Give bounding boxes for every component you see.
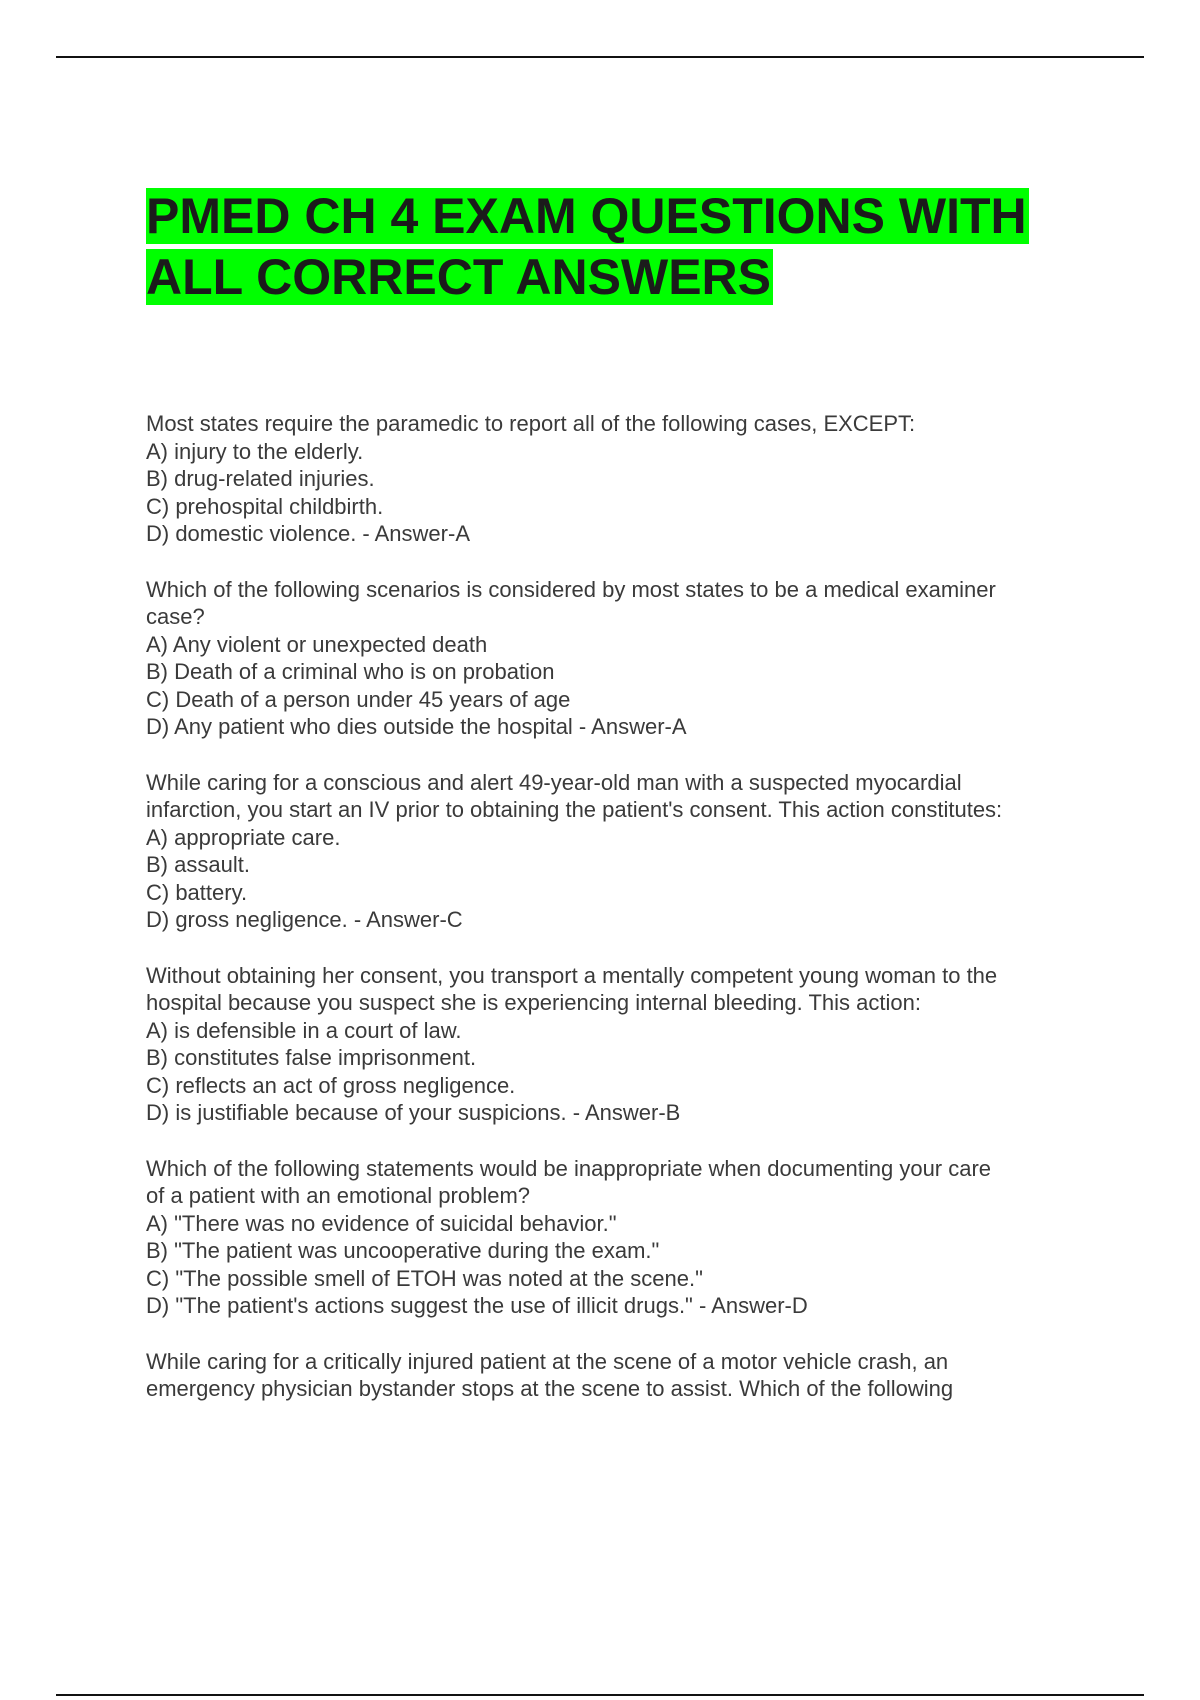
question-block <box>146 962 1096 1127</box>
option-c: C) reflects an act of gross negligence. <box>146 1072 516 1098</box>
option-d-answer: D) is justifiable because of your suspicions. - Answer-B <box>146 1100 681 1125</box>
option-a: A) injury to the elderly. <box>146 438 364 464</box>
question-text: Which of the following scenarios is considered by most states to be a medical examiner <box>146 576 996 602</box>
title-line-1: PMED CH 4 EXAM QUESTIONS WITH <box>146 188 1027 244</box>
question-text: Which of the following statements would be inappropriate when documenting your care <box>146 1155 992 1181</box>
option-a: A) is defensible in a court of law. <box>146 1017 462 1043</box>
option-c: C) "The possible smell of ETOH was noted at the scene." <box>146 1265 703 1291</box>
option-d-answer: D) Any patient who dies outside the hospital - Answer-A <box>146 714 687 739</box>
option-d-answer: D) "The patient's actions suggest the use of illicit drugs." - Answer-D <box>146 1293 808 1318</box>
question-text: Most states require the paramedic to report all of the following cases, EXCEPT: <box>146 411 916 436</box>
question-block <box>146 410 1096 548</box>
question-text: of a patient with an emotional problem? <box>146 1183 531 1208</box>
question-block <box>146 576 1096 741</box>
option-b: B) "The patient was uncooperative during the exam." <box>146 1238 660 1263</box>
option-a: A) "There was no evidence of suicidal behavior." <box>146 1210 617 1236</box>
question-text: infarction, you start an IV prior to obtaining the patient's consent. This action constitutes: <box>146 797 1003 822</box>
question-text: hospital because you suspect she is experiencing internal bleeding. This action: <box>146 990 921 1015</box>
question-list <box>146 410 1096 1431</box>
option-c: C) battery. <box>146 879 248 905</box>
top-rule <box>56 56 1144 58</box>
title-line-2: ALL CORRECT ANSWERS <box>146 249 771 305</box>
option-b: B) Death of a criminal who is on probation <box>146 659 555 684</box>
bottom-rule <box>56 1694 1144 1696</box>
option-b: B) drug-related injuries. <box>146 466 375 491</box>
option-a: A) appropriate care. <box>146 824 341 850</box>
option-b: B) assault. <box>146 852 250 877</box>
option-a: A) Any violent or unexpected death <box>146 631 488 657</box>
question-block <box>146 1348 1096 1403</box>
option-d-answer: D) gross negligence. - Answer-C <box>146 907 463 932</box>
question-block <box>146 769 1096 934</box>
question-text: While caring for a conscious and alert 49-year-old man with a suspected myocardial <box>146 769 962 795</box>
option-c: C) prehospital childbirth. <box>146 493 384 519</box>
option-c: C) Death of a person under 45 years of age <box>146 686 571 712</box>
question-text: While caring for a critically injured patient at the scene of a motor vehicle crash, an <box>146 1348 949 1374</box>
option-d-answer: D) domestic violence. - Answer-A <box>146 521 470 546</box>
question-text: case? <box>146 604 205 629</box>
document-title <box>146 186 1086 308</box>
question-text: Without obtaining her consent, you transport a mentally competent young woman to the <box>146 962 998 988</box>
question-block <box>146 1155 1096 1320</box>
option-b: B) constitutes false imprisonment. <box>146 1045 477 1070</box>
question-text: emergency physician bystander stops at the scene to assist. Which of the following <box>146 1376 954 1401</box>
